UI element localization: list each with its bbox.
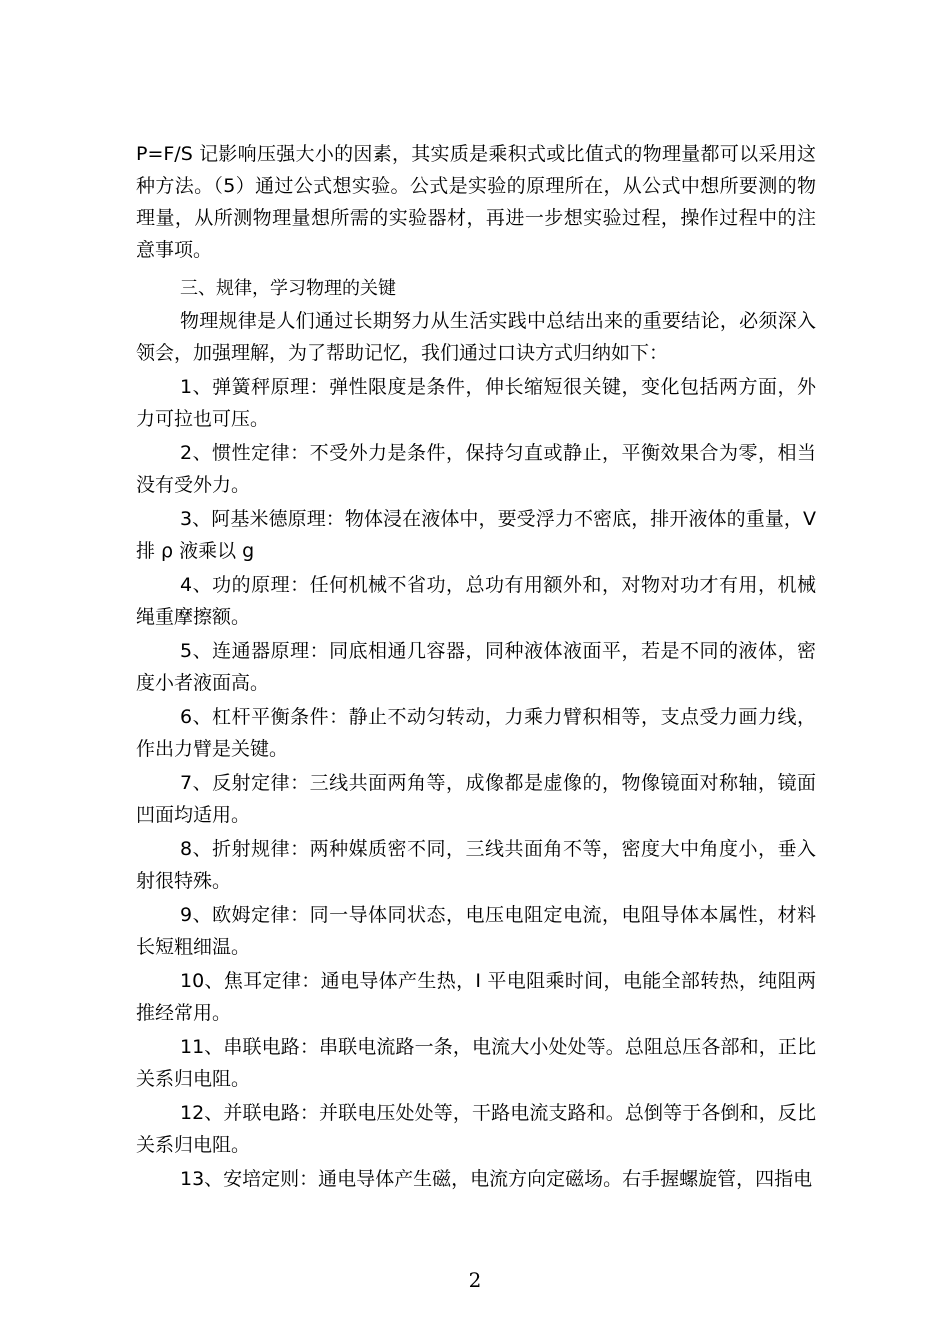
continued-paragraph: P=F/S 记影响压强大小的因素，其实质是乘积式或比值式的物理量都可以采用这种方法。（5）通过公式想实验。公式是实验的原理所在，从公式中想所要测的物理量，从所测物理量想所需的实验器材，再进一步想实验过程，操作过程中的注意事项。 bbox=[136, 143, 816, 261]
page-number: 2 bbox=[468, 1268, 482, 1292]
rule-item-6: 6、杠杆平衡条件：静止不动匀转动，力乘力臂积相等，支点受力画力线，作出力臂是关键。 bbox=[136, 706, 816, 760]
rule-item-3: 3、阿基米德原理：物体浸在液体中，要受浮力不密底，排开液体的重量，V 排 ρ 液乘以 g bbox=[136, 508, 816, 562]
rule-item-8: 8、折射规律：两种媒质密不同，三线共面角不等，密度大中角度小，垂入射很特殊。 bbox=[136, 838, 816, 892]
page-body bbox=[136, 138, 816, 1195]
rule-item-9: 9、欧姆定律：同一导体同状态，电压电阻定电流，电阻导体本属性，材料长短粗细温。 bbox=[136, 904, 816, 958]
section-heading: 三、规律，学习物理的关键 bbox=[180, 278, 396, 299]
rule-item-10: 10、焦耳定律：通电导体产生热，I 平电阻乘时间，电能全部转热，纯阻两推经常用。 bbox=[136, 970, 816, 1024]
rule-item-12: 12、并联电路：并联电压处处等，干路电流支路和。总倒等于各倒和，反比关系归电阻。 bbox=[136, 1102, 816, 1156]
rule-item-11: 11、串联电路：串联电流路一条，电流大小处处等。总阻总压各部和，正比关系归电阻。 bbox=[136, 1036, 816, 1090]
rule-item-2: 2、惯性定律：不受外力是条件，保持匀直或静止，平衡效果合为零，相当没有受外力。 bbox=[136, 442, 816, 496]
rule-item-13: 13、安培定则：通电导体产生磁，电流方向定磁场。右手握螺旋管，四指电 bbox=[180, 1168, 813, 1190]
rule-item-7: 7、反射定律：三线共面两角等，成像都是虚像的，物像镜面对称轴，镜面凹面均适用。 bbox=[136, 772, 816, 826]
rule-item-4: 4、功的原理：任何机械不省功，总功有用额外和，对物对功才有用，机械绳重摩擦额。 bbox=[136, 574, 816, 628]
intro-paragraph: 物理规律是人们通过长期努力从生活实践中总结出来的重要结论，必须深入领会，加强理解，为了帮助记忆，我们通过口诀方式归纳如下： bbox=[136, 310, 816, 364]
rule-item-5: 5、连通器原理：同底相通几容器，同种液体液面平，若是不同的液体，密度小者液面高。 bbox=[136, 640, 816, 694]
rule-list bbox=[136, 371, 816, 1195]
rule-item-1: 1、弹簧秤原理：弹性限度是条件，伸长缩短很关键，变化包括两方面，外力可拉也可压。 bbox=[136, 376, 816, 430]
